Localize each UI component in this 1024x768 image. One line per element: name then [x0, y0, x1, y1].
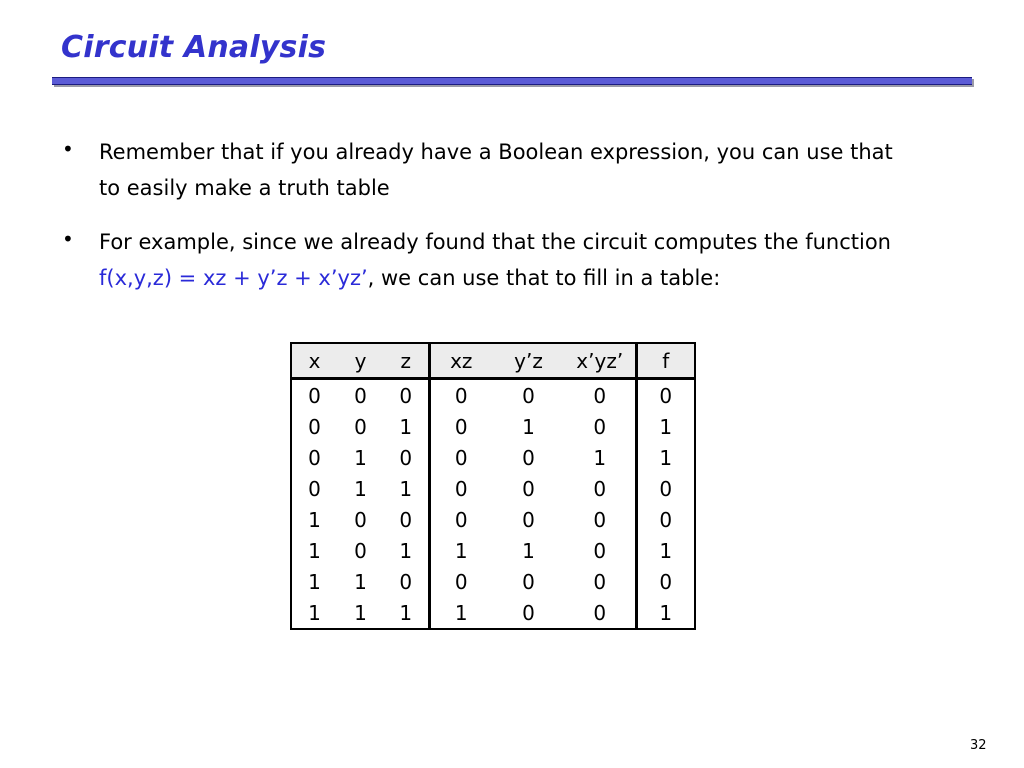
cell-x: 1 — [308, 507, 321, 532]
cell-z: 1 — [384, 411, 429, 442]
cell-y-prime-z: 0 — [522, 507, 535, 532]
cell-x: 0 — [308, 445, 321, 470]
cell-y: 0 — [354, 414, 367, 439]
table-row — [291, 535, 695, 566]
function-expression: f(x,y,z) = xz + y’z + x’yz’ — [99, 266, 368, 290]
bullet-item-1 — [62, 134, 1007, 206]
bullet-1-line-1: Remember that if you already have a Boolean expression, you can use that — [99, 140, 893, 164]
cell-y: 0 — [354, 538, 367, 563]
cell-z: 0 — [384, 442, 429, 473]
cell-y-prime-z: 0 — [522, 445, 535, 470]
cell-z: 1 — [384, 535, 429, 566]
title-divider — [52, 77, 972, 85]
cell-f: 1 — [659, 538, 673, 563]
cell-xz: 0 — [454, 569, 468, 594]
cell-f: 0 — [659, 476, 673, 501]
bullet-dot-icon: • — [62, 227, 74, 251]
header-x-prime-y-z-prime: x’yz’ — [565, 343, 636, 379]
cell-x-prime-y-z-prime: 0 — [565, 473, 636, 504]
cell-xz: 0 — [454, 445, 468, 470]
bullet-2-line-1: For example, since we already found that the circuit computes the function — [99, 230, 891, 254]
table-row — [291, 597, 695, 629]
cell-z: 0 — [384, 504, 429, 535]
cell-z: 0 — [384, 379, 429, 412]
cell-y-prime-z: 0 — [522, 476, 535, 501]
cell-x: 1 — [308, 569, 321, 594]
cell-x: 1 — [308, 538, 321, 563]
slide-title: Circuit Analysis — [61, 30, 327, 65]
cell-y: 1 — [354, 600, 367, 625]
cell-y: 1 — [354, 445, 367, 470]
cell-z: 1 — [384, 597, 429, 629]
cell-y-prime-z: 0 — [522, 600, 535, 625]
page-number: 32 — [970, 738, 987, 753]
cell-x: 0 — [308, 414, 321, 439]
header-xz: xz — [429, 343, 492, 379]
cell-x-prime-y-z-prime: 0 — [565, 379, 636, 412]
table-row — [291, 473, 695, 504]
table-row — [291, 379, 695, 412]
table-row — [291, 411, 695, 442]
table-header-row — [291, 343, 695, 379]
cell-y-prime-z: 1 — [522, 414, 535, 439]
header-y-prime-z: y’z — [492, 343, 565, 379]
bullet-2-line-2-rest: , we can use that to fill in a table: — [367, 266, 721, 290]
cell-x-prime-y-z-prime: 0 — [565, 411, 636, 442]
cell-y-prime-z: 0 — [522, 569, 535, 594]
cell-y: 0 — [354, 507, 367, 532]
bullet-1-line-2: to easily make a truth table — [99, 176, 390, 200]
header-y: y — [337, 343, 384, 379]
truth-table — [290, 342, 696, 630]
cell-x: 0 — [308, 476, 321, 501]
table-row — [291, 442, 695, 473]
cell-f: 0 — [659, 507, 673, 532]
bullet-item-2 — [62, 224, 1007, 296]
table-body — [291, 379, 695, 630]
cell-f: 0 — [659, 383, 673, 408]
cell-f: 1 — [659, 445, 673, 470]
cell-f: 1 — [659, 600, 673, 625]
cell-x-prime-y-z-prime: 1 — [565, 442, 636, 473]
cell-z: 1 — [384, 473, 429, 504]
cell-x-prime-y-z-prime: 0 — [565, 504, 636, 535]
cell-y: 1 — [354, 569, 367, 594]
cell-xz: 0 — [454, 383, 468, 408]
cell-x: 0 — [308, 383, 321, 408]
cell-y-prime-z: 1 — [522, 538, 535, 563]
cell-y: 0 — [354, 383, 367, 408]
cell-y: 1 — [354, 476, 367, 501]
bullet-list — [62, 134, 1007, 314]
cell-xz: 1 — [454, 538, 468, 563]
cell-x: 1 — [308, 600, 321, 625]
header-z: z — [384, 343, 429, 379]
cell-x-prime-y-z-prime: 0 — [565, 566, 636, 597]
cell-x-prime-y-z-prime: 0 — [565, 535, 636, 566]
cell-f: 0 — [659, 569, 673, 594]
table-row — [291, 504, 695, 535]
bullet-dot-icon: • — [62, 137, 74, 161]
header-f: f — [636, 343, 695, 379]
cell-xz: 0 — [454, 507, 468, 532]
cell-z: 0 — [384, 566, 429, 597]
cell-y-prime-z: 0 — [522, 383, 535, 408]
table-row — [291, 566, 695, 597]
header-x: x — [291, 343, 337, 379]
cell-f: 1 — [659, 414, 673, 439]
cell-xz: 1 — [454, 600, 468, 625]
cell-x-prime-y-z-prime: 0 — [565, 597, 636, 629]
cell-xz: 0 — [454, 476, 468, 501]
cell-xz: 0 — [454, 414, 468, 439]
